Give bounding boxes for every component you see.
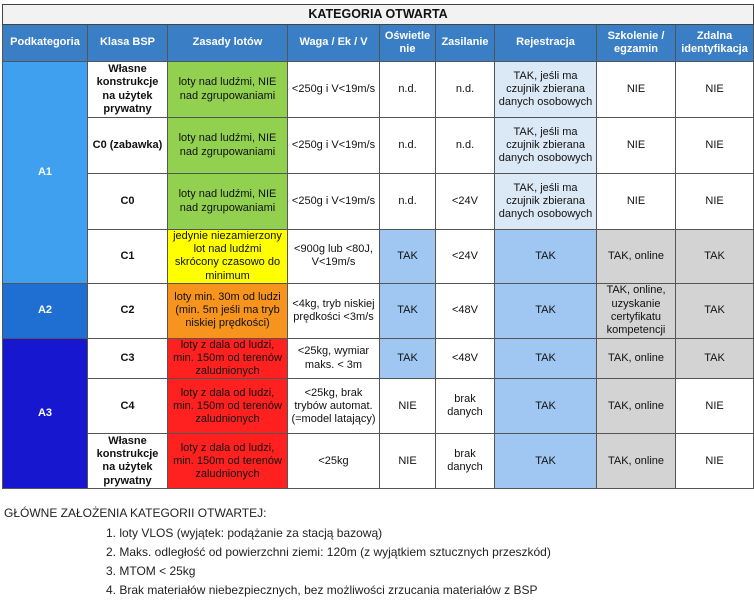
zasilanie-cell: n.d. [436,118,495,174]
table-row [3,230,754,284]
zdalna-cell: NIE [676,174,754,230]
waga-cell: <25kg [288,434,380,489]
header-szkolenie: Szkolenie / egzamin [597,25,676,62]
szkolenie-cell: TAK, online [597,230,676,284]
zasady-cell: loty nad ludźmi, NIE nad zgrupowaniami [168,174,288,230]
oswietlenie-cell: TAK [380,338,436,379]
zasady-cell: loty z dala od ludzi, min. 150m od terenów zaludnionych [168,379,288,434]
szkolenie-cell: NIE [597,62,676,118]
szkolenie-cell: TAK, online, uzyskanie certyfikatu kompetencji [597,283,676,338]
zasady-cell: loty nad ludźmi, NIE nad zgrupowaniami [168,118,288,174]
header-zasilanie: Zasilanie [436,25,495,62]
zdalna-cell: NIE [676,379,754,434]
waga-cell: <25kg, brak trybów automat. (=model latający) [288,379,380,434]
header-waga: Waga / Ek / V [288,25,380,62]
list-item: 4. Brak materiałów niebezpiecznych, bez możliwości zrzucania materiałów z BSP [106,583,538,597]
oswietlenie-cell: NIE [380,434,436,489]
klasa-cell: C0 (zabawka) [88,118,168,174]
table-row [3,379,754,434]
szkolenie-cell: NIE [597,174,676,230]
oswietlenie-cell: n.d. [380,62,436,118]
rejestracja-cell: TAK [495,434,597,489]
oswietlenie-cell: n.d. [380,174,436,230]
header-podkategoria: Podkategoria [3,25,88,62]
klasa-cell: C3 [88,338,168,379]
title-row [3,5,754,25]
list-item: 1. loty VLOS (wyjątek: podążanie za stacją bazową) [106,526,383,540]
zdalna-cell: NIE [676,434,754,489]
oswietlenie-cell: NIE [380,379,436,434]
zasady-cell: loty z dala od ludzi, min. 150m od terenów zaludnionych [168,338,288,379]
table-row [3,283,754,338]
table-title: KATEGORIA OTWARTA [3,5,754,25]
group-a2: A2 [3,283,88,338]
waga-cell: <900g lub <80J, V<19m/s [288,230,380,284]
notes-heading: GŁÓWNE ZAŁOŻENIA KATEGORII OTWARTEJ: [4,506,267,520]
table-row [3,62,754,118]
table-row [3,434,754,489]
zasady-cell: loty nad ludźmi, NIE nad zgrupowaniami [168,62,288,118]
zasilanie-cell: <48V [436,338,495,379]
rejestracja-cell: TAK, jeśli ma czujnik zbierana danych osobowych [495,174,597,230]
kategoria-table [2,4,754,489]
zdalna-cell: NIE [676,62,754,118]
zasady-cell: loty min. 30m od ludzi (min. 5m jeśli ma tryb niskiej prędkości) [168,283,288,338]
rejestracja-cell: TAK [495,230,597,284]
oswietlenie-cell: TAK [380,283,436,338]
zasilanie-cell: <24V [436,174,495,230]
table-row [3,118,754,174]
klasa-cell: C4 [88,379,168,434]
rejestracja-cell: TAK [495,338,597,379]
table-row [3,338,754,379]
list-item: 3. MTOM < 25kg [106,564,196,578]
zasilanie-cell: brak danych [436,434,495,489]
header-zasady: Zasady lotów [168,25,288,62]
klasa-cell: Własne konstrukcje na użytek prywatny [88,62,168,118]
zasady-cell: jedynie niezamierzony lot nad ludźmi skrócony czasowo do minimum [168,230,288,284]
klasa-cell: Własne konstrukcje na użytek prywatny [88,434,168,489]
rejestracja-cell: TAK [495,379,597,434]
rejestracja-cell: TAK, jeśli ma czujnik zbierana danych osobowych [495,62,597,118]
waga-cell: <250g i V<19m/s [288,174,380,230]
szkolenie-cell: TAK, online [597,379,676,434]
header-oswietlenie: Oświetle nie [380,25,436,62]
oswietlenie-cell: n.d. [380,118,436,174]
zasilanie-cell: brak danych [436,379,495,434]
zdalna-cell: TAK [676,230,754,284]
klasa-cell: C0 [88,174,168,230]
header-row [3,25,754,62]
waga-cell: <4kg, tryb niskiej prędkości <3m/s [288,283,380,338]
zdalna-cell: TAK [676,338,754,379]
klasa-cell: C2 [88,283,168,338]
table-row [3,174,754,230]
waga-cell: <25kg, wymiar maks. < 3m [288,338,380,379]
zasilanie-cell: <24V [436,230,495,284]
notes-section [4,506,551,602]
header-zdalna: Zdalna identyfikacja [676,25,754,62]
header-klasa: Klasa BSP [88,25,168,62]
zasady-cell: loty z dala od ludzi, min. 150m od terenów zaludnionych [168,434,288,489]
rejestracja-cell: TAK, jeśli ma czujnik zbierana danych osobowych [495,118,597,174]
list-item: 2. Maks. odległość od powierzchni ziemi: 120m (z wyjątkiem sztucznych przeszkód) [106,545,551,559]
header-rejestracja: Rejestracja [495,25,597,62]
klasa-cell: C1 [88,230,168,284]
szkolenie-cell: TAK, online [597,434,676,489]
zasilanie-cell: n.d. [436,62,495,118]
waga-cell: <250g i V<19m/s [288,118,380,174]
notes-list [4,526,551,597]
rejestracja-cell: TAK [495,283,597,338]
zasilanie-cell: <48V [436,283,495,338]
szkolenie-cell: TAK, online [597,338,676,379]
szkolenie-cell: NIE [597,118,676,174]
group-a1: A1 [3,62,88,284]
oswietlenie-cell: TAK [380,230,436,284]
group-a3: A3 [3,338,88,489]
waga-cell: <250g i V<19m/s [288,62,380,118]
zdalna-cell: TAK [676,283,754,338]
zdalna-cell: NIE [676,118,754,174]
